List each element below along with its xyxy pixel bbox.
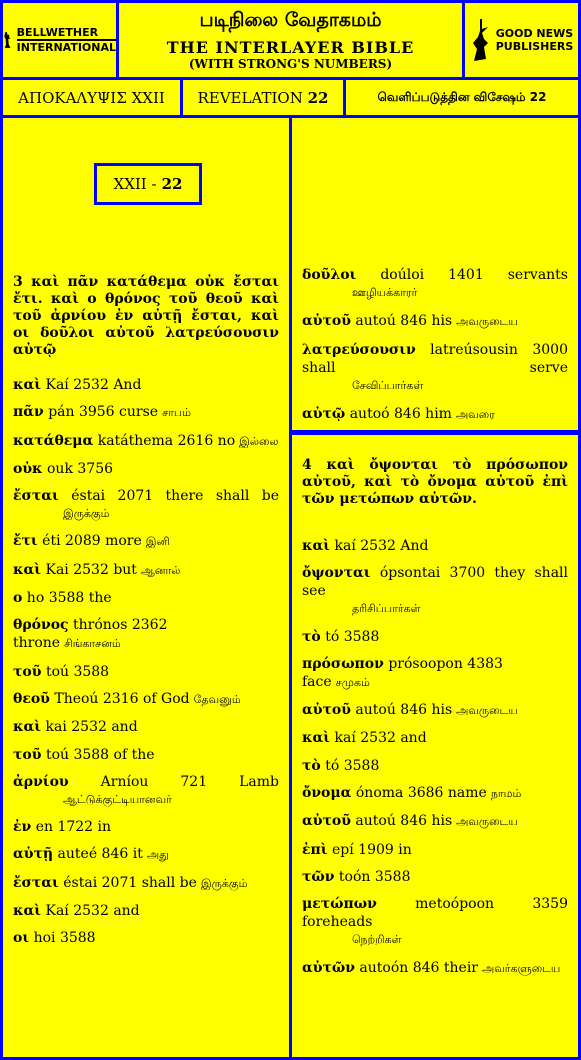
word-row: [302, 405, 568, 424]
word-gloss: Kaí 2532 and: [45, 903, 140, 920]
word-gloss: prósoopon 4383 face: [302, 655, 503, 690]
word-row: [13, 818, 279, 836]
verse-4-text: 4 καὶ ὄψονται τὸ πρόσωπον αὐτοῦ, καὶ τὸ ὄνομα αὐτοῦ ἐπὶ τῶν μετώπων αὐτῶν.: [302, 457, 568, 507]
logo-line1: BELLWETHER: [16, 26, 99, 39]
word-gloss: ouk 3756: [47, 460, 114, 477]
word-row: [13, 690, 279, 709]
verse-3-text: 3 καὶ πᾶν κατάθεμα οὐκ ἔσται ἔτι. καὶ ο θρόνος τοῦ θεοῦ καὶ τοῦ ἀρνίου ἐν αὐτῇ ἔσται, καὶ οι δοῦλοι αὐτοῦ λατρεύσουσιν αὐτῷ: [13, 274, 279, 358]
word-row: [13, 929, 279, 947]
tamil-gloss: தரிசிப்பார்கள்: [352, 602, 421, 616]
word-row: [302, 701, 568, 720]
greek-word: ἔσται: [13, 488, 59, 505]
greek-word: καὶ: [302, 538, 331, 554]
greek-word: καὶ: [13, 561, 42, 578]
tamil-gloss: அவருடைய: [456, 315, 518, 328]
greek-word: ἀρνίου: [13, 773, 69, 790]
tamil-gloss: நாமம்: [490, 787, 522, 801]
tamil-gloss: சிங்காசனம்: [64, 637, 121, 651]
word-gloss: epí 1909 in: [332, 841, 412, 858]
word-row: [13, 616, 279, 653]
verse-4-word-list: [302, 537, 568, 987]
tamil-gloss: சமுகம்: [335, 675, 370, 689]
word-gloss: kaí 2532 and: [334, 730, 427, 747]
greek-word: ἐπὶ: [302, 841, 328, 858]
greek-word: καὶ: [13, 719, 42, 736]
word-row: [302, 812, 568, 831]
tamil-gloss: இனி: [145, 535, 170, 549]
word-gloss: autoó 846 him: [349, 406, 452, 422]
chapter-english: [183, 80, 343, 115]
word-gloss: Arníou 721 Lamb: [100, 773, 280, 790]
word-gloss: toú 3588: [45, 663, 110, 680]
greek-word: μετώπων: [302, 896, 377, 913]
word-row: [13, 845, 279, 864]
logo-line2: INTERNATIONAL: [16, 41, 116, 54]
greek-word: αὐτῇ: [13, 846, 54, 863]
tamil-gloss: சாபம்: [162, 406, 191, 420]
word-row: [302, 784, 568, 803]
greek-word: καὶ: [302, 730, 331, 747]
verse-num: 22: [161, 175, 183, 193]
word-row: [302, 729, 568, 747]
word-row: [302, 628, 568, 646]
greek-word: τῶν: [302, 868, 335, 885]
greek-word: αὐτοῦ: [302, 813, 351, 830]
greek-word: τὸ: [302, 757, 321, 774]
greek-word: ο: [13, 590, 23, 607]
word-gloss: autoú 846 his: [355, 813, 453, 830]
word-gloss: toón 3588: [338, 868, 411, 885]
title-panel: [119, 3, 462, 77]
chapter-tamil-label: வெளிப்படுத்தின விசேஷம் 22: [377, 89, 547, 104]
word-row: [13, 561, 279, 580]
word-row: [13, 718, 279, 736]
right-top-column: [292, 118, 578, 430]
lamb-flag-icon: [470, 17, 492, 63]
chapter-tamil: [346, 80, 578, 115]
word-row: [302, 341, 568, 395]
word-row: [302, 868, 568, 886]
tamil-gloss: அவருடைய: [456, 704, 518, 718]
word-gloss: autoú 846 his: [355, 313, 453, 329]
word-row: [13, 432, 279, 451]
word-gloss: toú 3588 of the: [45, 746, 155, 763]
tamil-gloss: தேவனும்: [193, 692, 241, 706]
word-row: [13, 376, 279, 394]
word-gloss: en 1722 in: [35, 819, 112, 836]
tamil-gloss: ஊழியக்காரர்: [352, 286, 418, 299]
word-row: [13, 773, 279, 809]
word-gloss: ónoma 3686 name: [355, 785, 487, 802]
word-gloss: éstai 2071 shall be: [63, 874, 197, 891]
greek-word: θρόνος: [13, 617, 69, 634]
greek-word: τὸ: [302, 628, 321, 645]
word-row: [302, 266, 568, 302]
word-row: [13, 902, 279, 920]
word-row: [302, 655, 568, 692]
tamil-gloss: ஆட்டுக்குட்டியானவர்: [63, 792, 172, 806]
tamil-gloss: இருக்கும்: [200, 876, 248, 890]
word-gloss: thrónos 2362 throne: [13, 617, 168, 652]
greek-word: λατρεύσουσιν: [302, 342, 416, 358]
chapter-greek: [3, 80, 180, 115]
tamil-gloss: இல்லை: [239, 434, 279, 448]
tamil-gloss: சேவிப்பார்கள்: [352, 379, 424, 392]
verse-roman: XXII: [113, 175, 147, 193]
word-gloss: kaí 2532 And: [334, 538, 429, 554]
greek-word: αὐτῶν: [302, 959, 355, 976]
word-gloss: ópsontai 3700 they shall see: [302, 565, 569, 600]
chapter-greek-label: ΑΠΟΚΑΛΥΨΙΣ XXII: [18, 88, 165, 107]
word-row: [302, 564, 568, 618]
greek-word: καὶ: [13, 377, 42, 393]
tamil-gloss: இருக்கும்: [63, 507, 110, 521]
word-gloss: éstai 2071 there shall be: [71, 488, 279, 505]
tamil-gloss: நெற்றிகள்: [352, 933, 402, 947]
word-row: [302, 537, 568, 555]
verse-sep: -: [151, 175, 157, 193]
word-gloss: autoón 846 their: [359, 959, 478, 976]
word-gloss: Theoú 2316 of God: [54, 690, 190, 707]
bellwether-logo: [3, 3, 116, 77]
verse-3-continued-list: [302, 266, 568, 430]
word-row: [13, 589, 279, 607]
word-gloss: kai 2532 and: [45, 719, 138, 736]
chapter-english-number: 22: [307, 88, 329, 107]
verse-3-word-list: [13, 376, 279, 957]
word-row: [13, 487, 279, 523]
tamil-gloss: அவர்களுடைய: [482, 961, 561, 975]
good-news-logo: [465, 3, 578, 77]
word-row: [13, 746, 279, 764]
word-gloss: éti 2089 more: [42, 533, 142, 550]
logo-line1: GOOD NEWS: [495, 27, 574, 40]
word-gloss: tó 3588: [325, 628, 380, 645]
greek-word: ἔτι: [13, 533, 38, 550]
ram-silhouette-icon: [3, 20, 13, 60]
word-gloss: autoú 846 his: [355, 702, 453, 719]
right-bottom-column: [292, 435, 578, 1057]
greek-word: κατάθεμα: [13, 432, 94, 449]
word-gloss: metoópoon 3359 foreheads: [302, 896, 568, 931]
word-gloss: Kai 2532 but: [45, 561, 137, 578]
greek-word: τοῦ: [13, 663, 42, 680]
tamil-gloss: ஆனால்: [140, 563, 181, 577]
greek-word: πρόσωπον: [302, 655, 384, 672]
subtitle: (WITH STRONG'S NUMBERS): [188, 57, 393, 71]
word-gloss: katáthema 2616 no: [97, 432, 236, 449]
word-gloss: hoi 3588: [33, 930, 96, 947]
word-row: [302, 757, 568, 775]
word-row: [13, 874, 279, 893]
word-row: [13, 403, 279, 422]
tamil-gloss: அவரை: [455, 408, 495, 421]
logo-line2: PUBLISHERS: [495, 40, 574, 53]
title-english: THE INTERLAYER BIBLE: [166, 38, 415, 57]
chapter-english-label: REVELATION: [197, 88, 303, 107]
word-row: [302, 312, 568, 331]
greek-word: θεοῦ: [13, 690, 50, 707]
title-tamil: படிநிலை வேதாகமம்: [199, 9, 382, 31]
greek-word: ὄνομα: [302, 785, 352, 802]
word-row: [302, 895, 568, 949]
greek-word: τοῦ: [13, 746, 42, 763]
word-gloss: pán 3956 curse: [48, 404, 159, 421]
greek-word: καὶ: [13, 903, 42, 920]
word-row: [13, 532, 279, 551]
word-row: [302, 841, 568, 859]
greek-word: ἔσται: [13, 874, 59, 891]
greek-word: αὐτοῦ: [302, 702, 351, 719]
verse-number-box: [94, 163, 202, 205]
word-gloss: latreúsousin 3000 shall serve: [302, 342, 568, 376]
greek-word: δοῦλοι: [302, 267, 357, 283]
greek-word: οι: [13, 930, 30, 947]
word-gloss: tó 3588: [325, 757, 380, 774]
left-column: [3, 118, 289, 1057]
greek-word: πᾶν: [13, 404, 44, 421]
greek-word: ὄψονται: [302, 565, 371, 582]
greek-word: αὐτοῦ: [302, 313, 351, 329]
word-gloss: auteé 846 it: [57, 846, 143, 863]
word-row: [302, 959, 568, 978]
word-row: [13, 460, 279, 478]
word-gloss: Kaí 2532 And: [45, 377, 142, 393]
greek-word: οὐκ: [13, 460, 43, 477]
greek-word: αὐτῷ: [302, 406, 346, 422]
word-gloss: doúloi 1401 servants: [380, 267, 568, 283]
word-row: [13, 663, 279, 681]
tamil-gloss: அவருடைய: [456, 815, 518, 829]
tamil-gloss: அது: [146, 848, 169, 862]
word-gloss: ho 3588 the: [26, 590, 112, 607]
greek-word: ἐν: [13, 819, 32, 836]
